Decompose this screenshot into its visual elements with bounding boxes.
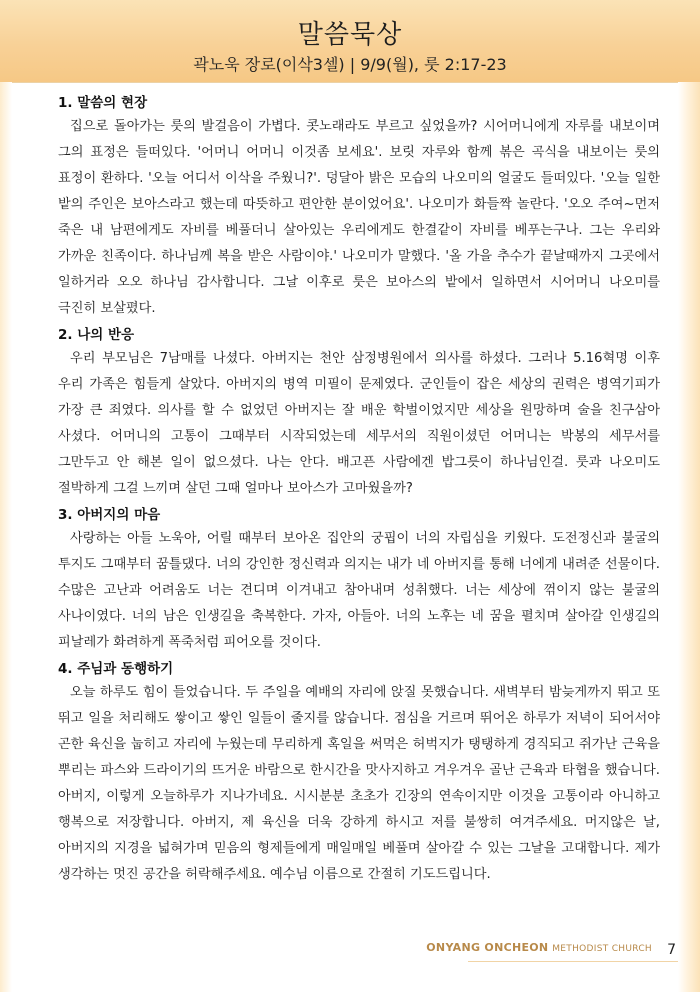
left-frame-decoration [0,82,12,992]
section-2 [58,322,660,502]
section-heading: 4. 주님과 동행하기 [58,661,174,677]
page-number: 7 [667,942,676,958]
section-1 [58,90,660,322]
header-band [0,0,700,83]
page-title: 말씀묵상 [297,20,403,50]
section-heading: 1. 말씀의 현장 [58,95,148,111]
article-content [58,90,660,888]
section-4 [58,656,660,888]
section-body: 우리 부모님은 7남매를 나셨다. 아버지는 천안 삼정병원에서 의사를 하셨다. 그러나 5.16혁명 이후 우리 가족은 힘들게 살았다. 아버지의 병역 미필이 문제였다. 군인들이 잡은 세상의 권력은 병역기피가 가장 큰 죄였다. 의사를 할 수 없었던 아버지는 잘 배운 학벌이었지만 세상을 원망하며 술을 친구삼아 사셨다. 어머니의 고통이 그때부터 시작되었는데 세무서의 직원이셨던 어머니는 박봉의 세무서를 그만두고 안 해본 일이 없으셨다. 나는 안다. 배고픈 사람에겐 밥그릇이 하나님인걸. 룻과 나오미도 절박하게 그걸 느끼며 살던 그때 얼마나 보아스가 고마웠을까? [58,351,660,496]
section-heading: 2. 나의 반응 [58,327,135,343]
church-brand-name: ONYANG ONCHEON [426,941,549,954]
section-heading: 3. 아버지의 마음 [58,507,161,523]
section-3 [58,502,660,656]
section-body: 사랑하는 아들 노욱아, 어릴 때부터 보아온 집안의 궁핍이 너의 자립심을 키웠다. 도전정신과 불굴의 투지도 그때부터 꿈틀댔다. 너의 강인한 정신력과 의지는 내가 네 아버지를 통해 너에게 내려준 선물이다. 수많은 고난과 어려움도 너는 견디며 이겨내고 참아내며 성취했다. 너는 세상에 꺾이지 않는 불굴의 사나이였다. 너의 남은 인생길을 축복한다. 가자, 아들아. 너의 노후는 네 꿈을 펼치며 살아갈 인생길의 피날레가 화려하게 폭죽처럼 피어오를 것이다. [58,531,660,650]
section-body: 오늘 하루도 힘이 들었습니다. 두 주일을 예배의 자리에 앉질 못했습니다. 새벽부터 밤늦게까지 뛰고 또 뛰고 일을 처리해도 쌓이고 쌓인 일들이 줄지를 않습니다. 점심을 거르며 뛰어온 하루가 저녁이 되어서야 곤한 육신을 눕히고 자리에 누웠는데 무리하게 혹일을 써먹은 허벅지가 탱탱하게 경직되고 쥐가난 근육을 뿌리는 파스와 드라이기의 뜨거운 바람으로 한시간을 맛사지하고 겨우겨우 골난 근육과 타협을 했습니다. 아버지, 이렇게 오늘하루가 지나가네요. 시시분분 초초가 긴장의 연속이지만 이것을 고통이라 아니하고 행복으로 저장합니다. 아버지, 제 육신을 더욱 강하게 하시고 저를 불쌍히 여겨주세요. 머지않은 날, 아버지의 지경을 넓혀가며 믿음의 형제들에게 매일매일 베풀며 살아갈 수 있는 그날을 고대합니다. 제가 생각하는 멋진 공간을 허락해주세요. 예수님 이름으로 간절히 기도드립니다. [58,685,660,882]
page-subtitle: 곽노욱 장로(이삭3셀) | 9/9(월), 룻 2:17-23 [193,55,507,74]
church-brand-suffix: METHODIST CHURCH [552,944,652,954]
church-brand [426,941,652,954]
footer-divider [468,961,678,962]
right-frame-decoration [678,82,700,992]
section-body: 집으로 돌아가는 룻의 발걸음이 가볍다. 콧노래라도 부르고 싶었을까? 시어머니에게 자루를 내보이며 그의 표정은 들떠있다. '어머니 어머니 이것좀 보세요'. 보릿 자루와 함께 볶은 곡식을 내보이는 룻의 표정이 환하다. '오늘 어디서 이삭을 주웠니?'. 덩달아 밝은 모습의 나오미의 얼굴도 들떠있다. '오늘 일한 밭의 주인은 보아스라고 했는데 따뜻하고 편안한 분이었어요'. 나오미가 화들짝 놀란다. '오오 주여~먼저 죽은 내 남편에게도 자비를 베풀더니 살아있는 우리에게도 한결같이 자비를 베푸는구나. 그는 우리와 가까운 친족이다. 하나님께 복을 받은 사람이야.' 나오미가 말했다. '올 가을 추수가 끝날때까지 그곳에서 일하거라 오오 하나님 감사합니다. 그날 이후로 룻은 보아스의 밭에서 일하면서 시어머니 나오미를 극진히 보살폈다. [58,119,660,316]
